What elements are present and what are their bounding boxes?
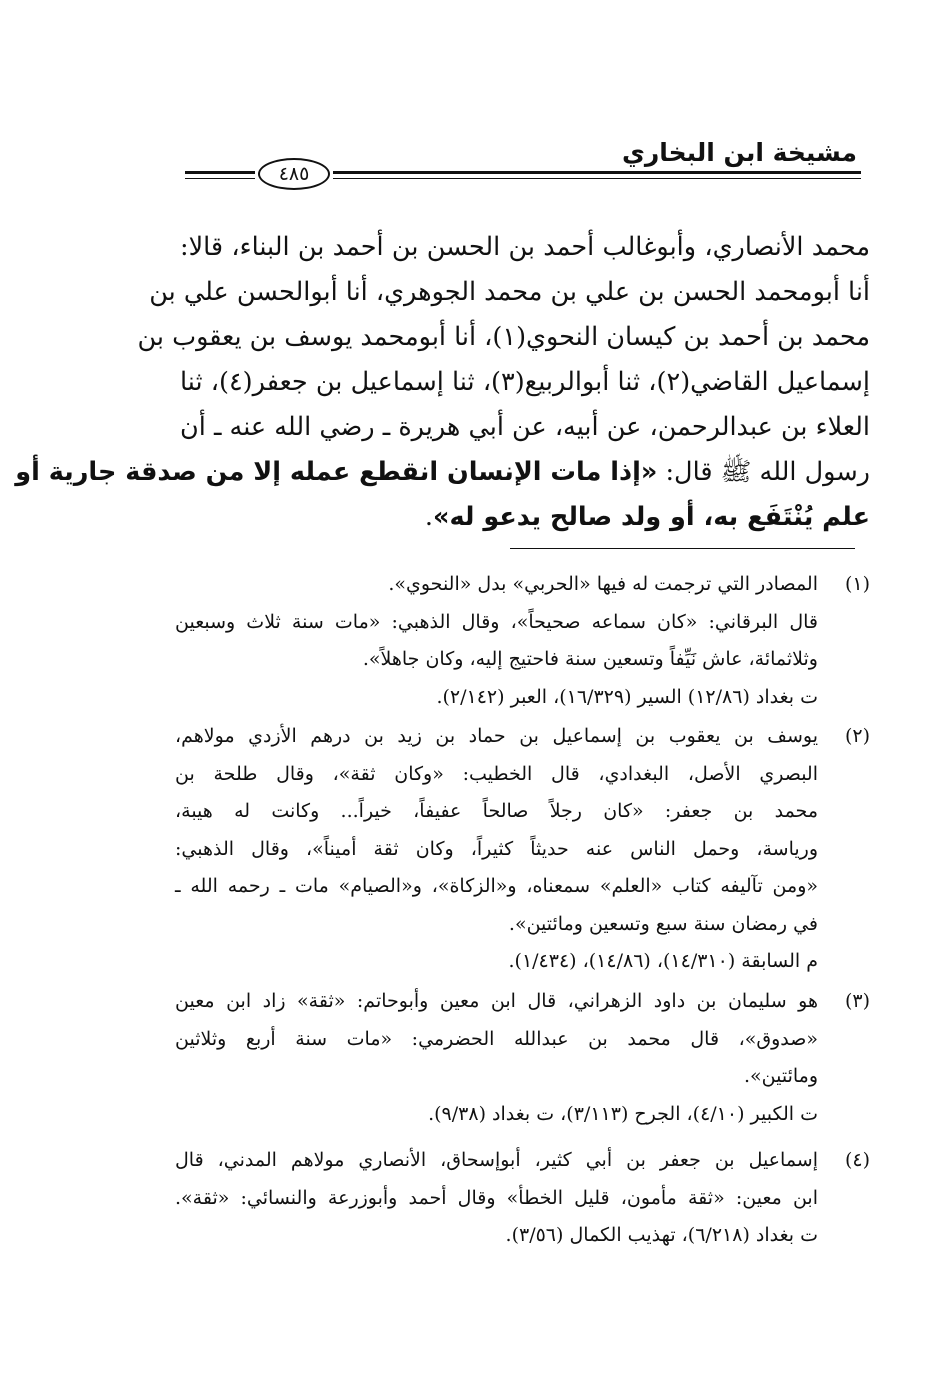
main-text-line: محمد بن أحمد بن كيسان النحوي(١)، أنا أبومحمد يوسف بن يعقوب بن [137,322,870,352]
footnote-line: ورياسة، وحمل الناس عنه حديثاً كثيراً، وكان ثقة أميناً»، وقال الذهبي: [175,837,818,860]
footnote-line: يوسف بن يعقوب بن إسماعيل بن حماد بن زيد بن درهم الأزدي مولاهم، [175,725,818,747]
main-text-line: أنا أبومحمد الحسن بن علي بن محمد الجوهري، أنا أبوالحسن علي بن [149,277,870,307]
footnote-line: ت بغداد (٦/٢١٨)، تهذيب الكمال (٣/٥٦). [505,1224,818,1246]
main-text-line: العلاء بن عبدالرحمن، عن أبيه، عن أبي هريرة ـ رضي الله عنه ـ أن [180,412,870,442]
footnote-number: (١) [844,573,870,595]
footnote-line: ابن معين: «ثقة مأمون، قليل الخطأ» وقال أحمد وأبوزرعة والنسائي: «ثقة». [175,1186,818,1209]
footnote-line: المصادر التي ترجمت له فيها «الحربي» بدل «النحوي». [388,573,818,595]
footnote-line: «صدوق»، قال محمد بن عبدالله الحضرمي: «مات سنة أربع وثلاثين [175,1027,818,1050]
header-rule-left-thin [185,178,255,179]
page-number: ٤٨٥ [258,158,330,190]
footnote-number: (٣) [844,990,870,1012]
hadith-text-end: علم يُنْتَفَع به، أو ولد صالح يدعو له» [433,502,870,532]
main-text-line [180,495,870,540]
hadith-text: «إذا مات الإنسان انقطع عمله إلا من صدقة جارية أو [15,457,658,487]
footnote-line: هو سليمان بن داود الزهراني، قال ابن معين وأبوحاتم: «ثقة» زاد ابن معين [175,990,818,1012]
footnote-line: قال البرقاني: «كان سماعه صحيحاً»، وقال الذهبي: «مات سنة ثلاث وسبعين [175,610,818,633]
footnote-number: (٤) [844,1149,870,1171]
footnote-line: م السابقة (١٤/٣١٠)، (١٤/٨٦)، (١/٤٣٤). [508,950,818,972]
footnote-1 [175,566,870,716]
header-rule-right [333,171,861,174]
main-text-line: محمد الأنصاري، وأبوغالب أحمد بن الحسن بن أحمد بن البناء، قالا: [180,232,870,262]
header-rule-left [185,171,255,174]
footnote-line: البصري الأصل، البغدادي، قال الخطيب: «وكان ثقة»، وقال طلحة بن [175,762,818,785]
footnote-number: (٢) [844,725,870,747]
footnote-4 [175,1142,870,1255]
footnote-line: في رمضان سنة سبع وتسعين ومائتين». [508,912,818,935]
footnote-line: ت الكبير (٤/١٠)، الجرح (٣/١١٣)، ت بغداد (٩/٣٨). [428,1102,818,1125]
footnote-line: محمد بن جعفر: «كان رجلاً صالحاً عفيفاً، خيراً... وكانت له هيبة، [175,800,818,822]
footnote-separator [510,548,855,549]
footnote-line: إسماعيل بن جعفر بن أبي كثير، أبوإسحاق، الأنصاري مولاهم المدني، قال [175,1149,818,1171]
main-text [15,225,870,540]
hadith-end-period: . [424,502,433,532]
main-text-line: إسماعيل القاضي(٢)، ثنا أبوالربيع(٣)، ثنا إسماعيل بن جعفر(٤)، ثنا [180,367,870,397]
header-rule-right-thin [333,178,861,179]
main-text-line [15,450,870,495]
hadith-intro: رسول الله ﷺ قال: [657,457,870,487]
footnote-line: ومائتين». [743,1065,818,1087]
footnote-line: وثلاثمائة، عاش نَيِّفاً وتسعين سنة فاحتيج إليه، وكان جاهلاً». [362,648,818,670]
footnote-2 [175,718,870,981]
footnote-3 [175,983,870,1133]
running-header-title: مشيخة ابن البخاري [621,138,857,167]
footnote-line: ت بغداد (١٢/٨٦) السير (١٦/٣٢٩)، العبر (٢/١٤٢). [436,685,818,708]
footnote-line: «ومن تآليفه كتاب «العلم» سمعناه، و«الزكاة»، و«الصيام» مات ـ رحمه الله ـ [175,875,818,897]
